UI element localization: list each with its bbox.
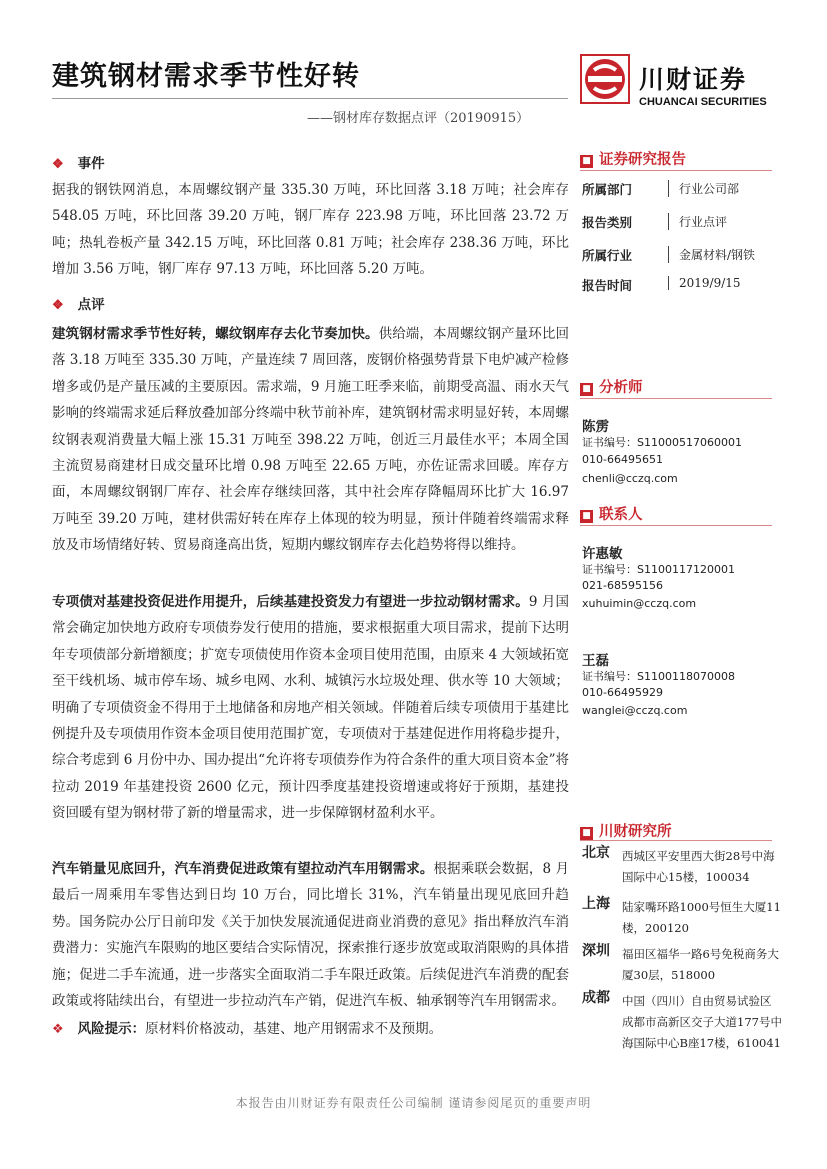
event-paragraph: 据我的钢铁网消息，本周螺纹钢产量 335.30 万吨，环比回落 3.18 万吨；社会库存 548.05 万吨，环比回落 39.20 万吨，钢厂库存 223.98 万吨，环比回落 23.72 万吨；热轧卷板产量 342.15 万吨，环比回落 0.81 万吨；社会库存 238.36 万吨，环比增加 3.56 万吨，钢厂库存 97.13 万吨，环比回落 5.20 万吨。 bbox=[52, 182, 569, 278]
report-title: 建筑钢材需求季节性好转 bbox=[52, 61, 360, 92]
report-subtitle: ——钢材库存数据点评（20190915） bbox=[307, 111, 530, 126]
contact-cert: 证书编号：S1100117120001 bbox=[582, 563, 735, 576]
office-address: 西城区平安里西大街28号中海国际中心15楼，100034 bbox=[622, 849, 775, 884]
logo-text-en: CHUANCAI SECURITIES bbox=[639, 96, 767, 108]
meta-label: 报告时间 bbox=[582, 278, 633, 293]
section-marker-icon: ■ bbox=[580, 383, 593, 396]
p2-lead: 专项债对基建投资促进作用提升，后续基建投资发力有望进一步拉动钢材需求。 bbox=[52, 594, 529, 610]
risk-label: 风险提示： bbox=[77, 1021, 146, 1037]
report-meta-heading: ■ 证券研究报告 bbox=[580, 148, 686, 169]
office-address: 陆家嘴环路1000号恒生大厦11楼，200120 bbox=[622, 900, 781, 935]
contact-phone: 010-66495929 bbox=[582, 686, 663, 699]
analyst-email[interactable]: chenli@cczq.com bbox=[582, 472, 678, 485]
diamond-bullet-icon: ❖ bbox=[52, 1022, 64, 1037]
comment-paragraph-1: 建筑钢材需求季节性好转，螺纹钢库存去化节奏加快。供给端，本周螺纹钢产量环比回落 3.18 万吨至 335.30 万吨，产量连续 7 周回落，废钢价格强势背景下电炉减产检修增多或仍是产量压减的主要原因。需求端，9 月施工旺季来临，前期受高温、雨水天气影响的终端需求延后释放叠加部分终端中秋节前补库，建筑钢材需求明显好转，本周螺纹钢表观消费量大幅上涨 15.31 万吨至 398.22 万吨，创近三月最佳水平；本周全国主流贸易商建材日成交量环比增 0.98 万吨至 22.65 万吨，亦佐证需求回暖。库存方面，本周螺纹钢钢厂库存、社会库存继续回落，其中社会库存降幅周环比扩大 16.97 万吨至 39.20 万吨，建材供需好转在库存上体现的较为明显，预计伴随着终端需求释放及市场情绪好转、贸易商逢高出货，短期内螺纹钢库存去化趋势将得以维持。 bbox=[52, 326, 569, 554]
meta-label: 所属部门 bbox=[582, 182, 633, 197]
contact-name: 王磊 bbox=[582, 653, 609, 669]
meta-value: 金属材料/钢铁 bbox=[668, 246, 755, 263]
title-divider bbox=[52, 98, 568, 99]
office-city: 北京 bbox=[582, 845, 610, 861]
analyst-heading: ■ 分析师 bbox=[580, 376, 643, 397]
office-address: 中国（四川）自由贸易试验区成都市高新区交子大道177号中海国际中心B座17楼，610041 bbox=[622, 994, 782, 1050]
analyst-cert: 证书编号：S1100051706000​1 bbox=[582, 436, 742, 449]
meta-label: 报告类别 bbox=[582, 215, 633, 230]
meta-value: 2019/9/15 bbox=[668, 276, 741, 290]
p1-lead: 建筑钢材需求季节性好转，螺纹钢库存去化节奏加快。 bbox=[52, 326, 379, 342]
event-heading: ❖ 事件 bbox=[52, 156, 105, 172]
contact-cert: 证书编号：S1100118070008 bbox=[582, 670, 735, 683]
sidebar-divider bbox=[580, 398, 772, 399]
risk-text: 原材料价格波动，基建、地产用钢需求不及预期。 bbox=[145, 1021, 443, 1037]
contact-email[interactable]: wanglei@cczq.com bbox=[582, 704, 688, 717]
p3-lead: 汽车销量见底回升，汽车消费促进政策有望拉动汽车用钢需求。 bbox=[52, 861, 434, 877]
sidebar-divider bbox=[580, 525, 772, 526]
analyst-name: 陈雳 bbox=[582, 419, 609, 435]
risk-line bbox=[52, 1017, 442, 1037]
company-logo-icon bbox=[580, 54, 630, 104]
comment-paragraph-3: 汽车销量见底回升，汽车消费促进政策有望拉动汽车用钢需求。根据乘联会数据，8 月最后一周乘用车零售达到日均 10 万台，同比增长 31%，汽车销量出现见底回升趋势。国务院办公厅日前印发《关于加快发展流通促进商业消费的意见》指出释放汽车消费潜力：实施汽车限购的地区要结合实际情况，探索推行逐步放宽或取消限购的具体措施；促进二手车流通，进一步落实全面取消二手车限迁政策。后续促进汽车消费的配套政策或将陆续出台，有望进一步拉动汽车产销，促进汽车板、轴承钢等汽车用钢需求。 bbox=[52, 861, 570, 1010]
logo-text-cn: 川财证券 bbox=[639, 65, 748, 94]
meta-label: 所属行业 bbox=[582, 248, 633, 263]
contact-name: 许惠敏 bbox=[582, 546, 623, 562]
meta-value: 行业点评 bbox=[668, 213, 727, 230]
comment-paragraph-2: 专项债对基建投资促进作用提升，后续基建投资发力有望进一步拉动钢材需求。9 月国常会确定加快地方政府专项债券发行使用的措施，要求根据重大项目需求，提前下达明年专项债部分新增额度；扩宽专项债使用作资本金项目使用范围，由原来 4 大领域拓宽至干线机场、城市停车场、城乡电网、水利、城镇污水垃圾处理、供水等 10 大领域；明确了专项债资金不得用于土地储备和房地产相关领域。伴随着后续专项债用于基建比例提升及专项债用作资本金项目使用范围扩宽，专项债对于基建促进作用将稳步提升，综合考虑到 6 月份中办、国办提出“允许将专项债券作为符合条件的重大项目资本金”将拉动 2019 年基建投资 2600 亿元，预计四季度基建投资增速或将好于预期，基建投资回暖有望为钢材带了新的增量需求，进一步保障钢材盈利水平。 bbox=[52, 594, 569, 822]
contact-email[interactable]: xuhuimin@cczq.com bbox=[582, 597, 697, 610]
section-marker-icon: ■ bbox=[580, 155, 593, 168]
section-marker-icon: ■ bbox=[580, 827, 593, 840]
office-city: 上海 bbox=[582, 896, 610, 912]
office-city: 深圳 bbox=[582, 943, 610, 959]
contact-phone: 021-68595156 bbox=[582, 579, 663, 592]
sidebar-divider bbox=[580, 170, 772, 171]
institute-heading: ■ 川财研究所 bbox=[580, 820, 672, 841]
diamond-bullet-icon: ❖ bbox=[52, 157, 64, 172]
office-address: 福田区福华一路6号免税商务大厦30层，518000 bbox=[622, 947, 779, 982]
analyst-phone: 010-66495651 bbox=[582, 453, 663, 466]
footer-disclaimer: 本报告由川财证券有限责任公司编制 谨请参阅尾页的重要声明 bbox=[235, 1096, 592, 1110]
sidebar-divider bbox=[580, 840, 772, 841]
comment-heading: ❖ 点评 bbox=[52, 297, 105, 313]
section-marker-icon: ■ bbox=[580, 510, 593, 523]
diamond-bullet-icon: ❖ bbox=[52, 298, 64, 313]
meta-value: 行业公司部 bbox=[668, 180, 739, 197]
office-city: 成都 bbox=[582, 990, 610, 1006]
contact-heading: ■ 联系人 bbox=[580, 503, 643, 524]
